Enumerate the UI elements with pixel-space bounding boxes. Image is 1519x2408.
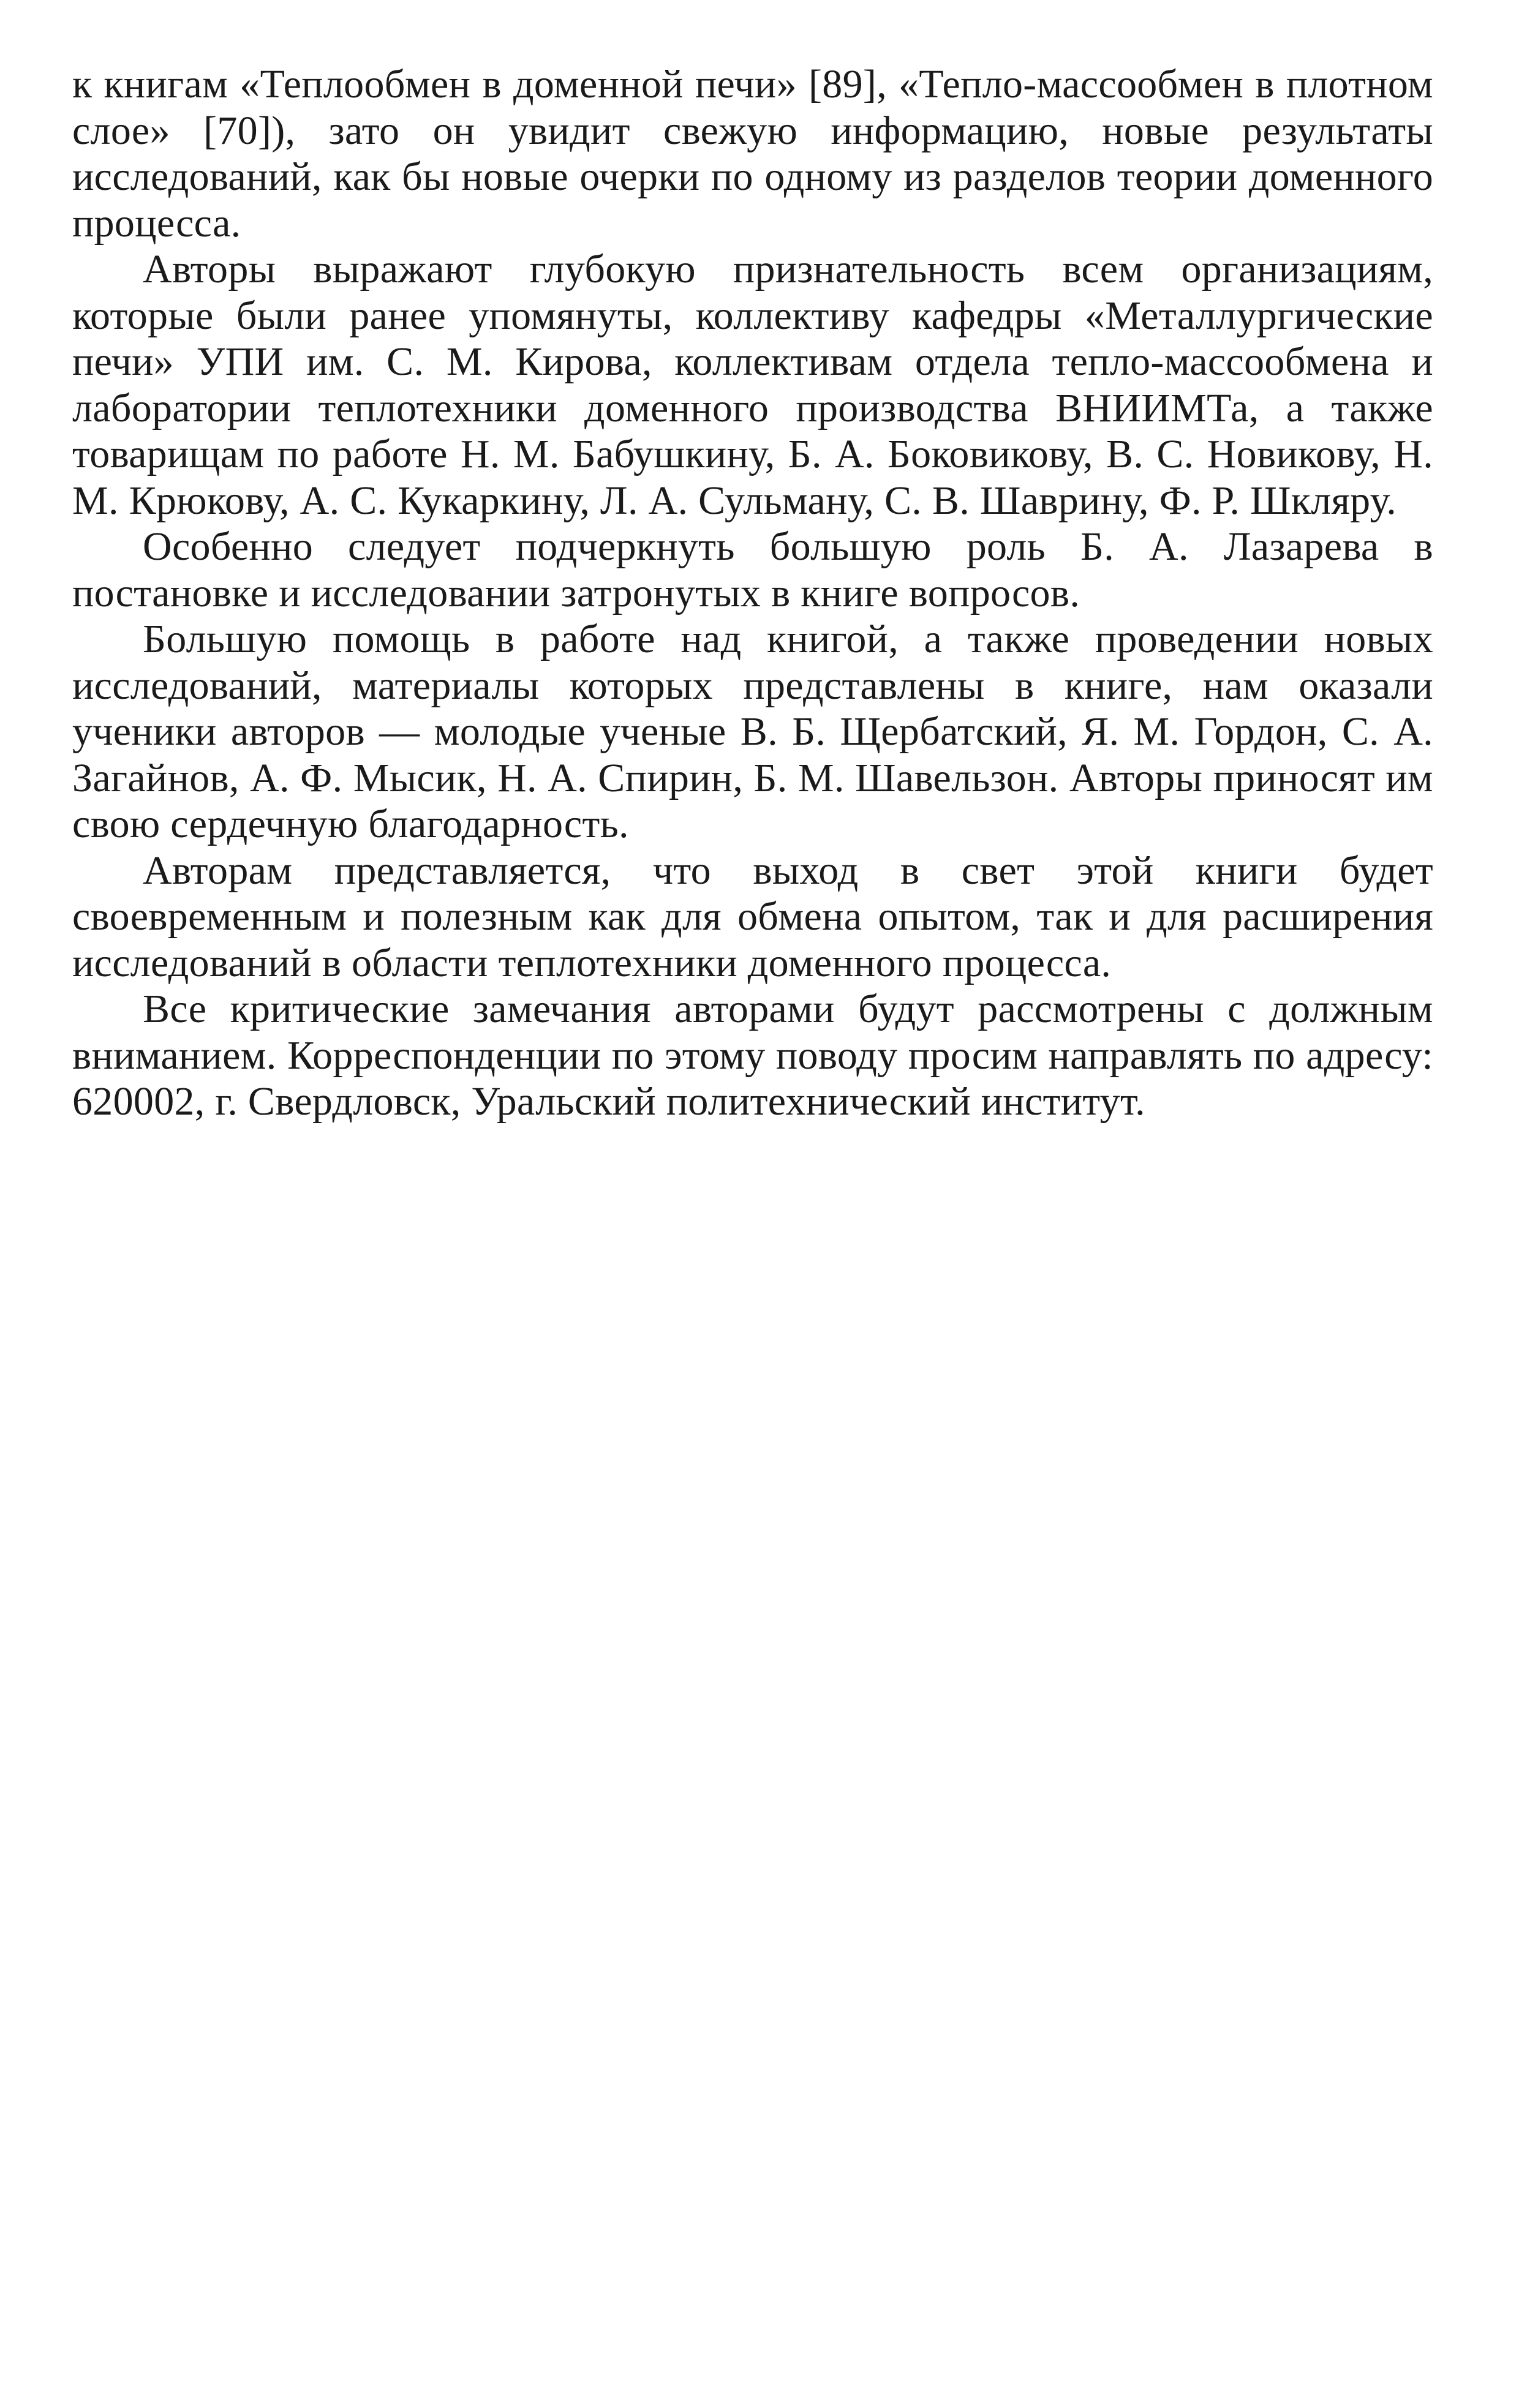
body-text [72,61,1433,1125]
paragraph-acknowledgements: Авторы выражают глубокую признательность всем организациям, которые были ранее упомянуты, коллективу кафедры «Металлургические печи» УПИ им. С. М. Кирова, коллективам отдела тепло-массообмена и лаборатории теплотехники доменного производства ВНИИМТа, а также товарищам по работе Н. М. Бабушкину, Б. А. Боковикову, В. С. Новикову, Н. М. Крюкову, А. С. Кукаркину, Л. А. Сульману, С. В. Шаврину, Ф. Р. Шкляру. [72,247,1433,523]
paragraph-continuation: к книгам «Теплообмен в доменной печи» [89], «Тепло-массообмен в плотном слое» [70]), зато он увидит свежую информацию, новые результаты исследований, как бы новые очерки по одному из разделов теории доменного процесса. [72,62,1433,246]
paragraph-timeliness: Авторам представляется, что выход в свет этой книги будет своевременным и полезным как для обмена опытом, так и для расширения исследований в области теплотехники доменного процесса. [72,848,1433,985]
paragraph-contact: Все критические замечания авторами будут рассмотрены с должным вниманием. Корреспонденции по этому поводу просим направлять по адресу: 620002, г. Свердловск, Уральский политехнический институт. [72,987,1433,1124]
paragraph-students: Большую помощь в работе над книгой, а также проведении новых исследований, материалы которых представлены в книге, нам оказали ученики авторов — молодые ученые В. Б. Щербатский, Я. М. Гордон, С. А. Загайнов, А. Ф. Мысик, Н. А. Спирин, Б. М. Шавельзон. Авторы приносят им свою сердечную благодарность. [72,617,1433,846]
paragraph-lazarev: Особенно следует подчеркнуть большую роль Б. А. Лазарева в постановке и исследовании затронутых в книге вопросов. [72,524,1433,615]
